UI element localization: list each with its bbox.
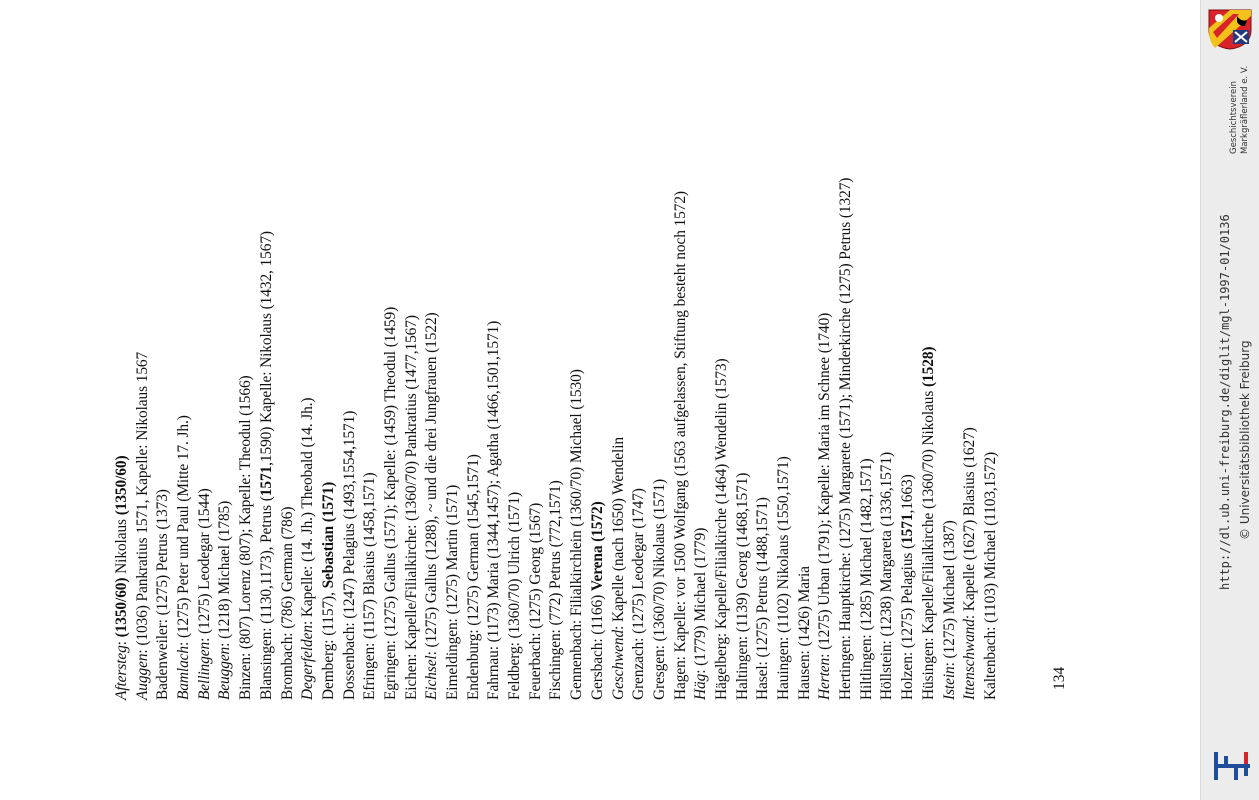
parish-entry [195, 0, 216, 700]
parish-entry [712, 0, 733, 700]
entry-text: : (1275) Leodegar (1544) [195, 488, 213, 642]
entry-text: Hertingen: Hauptkirche: (1275) Margarete (1571); Minderkirche (1275) Petrus (1327) [837, 177, 855, 700]
bold-text: (1528) [919, 346, 937, 387]
entry-text: Fahrnau: (1173) Maria (1344,1457); Agatha (1466,1501,1571) [485, 320, 503, 700]
place-name: Bamlach [175, 645, 193, 700]
parish-entry [629, 0, 650, 700]
entry-text: Kaltenbach: (1103) Michael (1103,1572) [981, 451, 999, 700]
entry-text: : (1275) Urban (1791); Kapelle: Maria im Schnee (1740) [816, 312, 834, 658]
entry-text: Efringen: (1157) Blasius (1458,1571) [361, 472, 379, 700]
parish-entry [836, 0, 857, 700]
entry-text: Gresgen: (1360/70) Nikolaus (1571) [650, 478, 668, 700]
parish-entry [402, 0, 423, 700]
parish-entry [671, 0, 692, 700]
document-url[interactable]: http://dl.ub.uni-freiburg.de/diglit/mgl-1997-01/0136 [1218, 214, 1232, 590]
parish-entry [546, 0, 567, 700]
entry-text: : Kapelle (1627) Blasius (1627) [961, 427, 979, 620]
entry-text: Holzen: (1275) Pelagius ( [899, 543, 917, 700]
entry-text: Hiltlingen: (1285) Michael (1482,1571) [857, 458, 875, 700]
parish-entry [898, 0, 919, 700]
entry-text: : [113, 637, 130, 646]
entry-text: : (1779) Michael (1779) [692, 527, 710, 674]
parish-entry [981, 0, 1002, 700]
entry-text: Nikolaus [113, 515, 130, 578]
entry-text: Endenburg: (1275) German (1545,1571) [464, 454, 482, 700]
bold-text: (1350/60) [113, 577, 130, 638]
entry-text: Hauingen: (1102) Nikolaus (1550,1571) [775, 456, 792, 700]
entry-text: Blansingen: (1130,1173), Petrus ( [257, 496, 275, 700]
bold-text: 1571 [899, 513, 917, 544]
place-name: Istein [940, 666, 958, 700]
place-name: Auggen [133, 653, 151, 700]
parish-entry [112, 0, 133, 700]
place-name: Beuggen [216, 646, 234, 700]
entry-text: Demberg: (1157), [319, 588, 337, 700]
entry-text: Hausen: (1426) Maria [795, 566, 813, 700]
entry-text: Gersbach: (1166) [588, 591, 606, 700]
place-name: Bellingen [195, 641, 213, 700]
bold-text: Verena (1572) [588, 501, 606, 592]
entry-text: Höllstein: (1238) Margareta (1336,1571) [878, 452, 896, 700]
entry-text: Feuerbach: (1275) Georg (1567) [526, 502, 544, 700]
parish-entry [153, 0, 174, 700]
parish-entry [422, 0, 443, 700]
bold-text: Sebastian (1571) [319, 481, 337, 589]
parish-entry [360, 0, 381, 700]
parish-entry [588, 0, 609, 700]
entry-text: Gennenbach: Filialkirchlein (1360/70) Michael (1530) [568, 369, 586, 700]
place-name: Aftersteg [113, 645, 130, 700]
entry-text: Hüsingen: Kapelle/Filialkirche (1360/70) Nikolaus [919, 386, 937, 700]
entry-text: : (1275) Gallus (1288), ~ und die drei Jungfrauen (1522) [423, 312, 441, 656]
entry-text: Egringen: (1275) Gallus (1571); Kapelle: (1459) Theodul (1459) [381, 306, 399, 700]
parish-entry [215, 0, 236, 700]
entry-text: ,1663) [899, 474, 917, 514]
entry-text: Grenzach: (1275) Leodegar (1747) [630, 488, 648, 700]
parish-entry [174, 0, 195, 700]
parish-entry [236, 0, 257, 700]
parish-entry [774, 0, 795, 700]
entry-text: : (1275) Peter und Paul (Mitte 17. Jh.) [175, 415, 193, 646]
parish-entry [340, 0, 361, 700]
entry-text: Eimeldingen: (1275) Martin (1571) [444, 484, 461, 700]
parish-entry [298, 0, 319, 700]
parish-entry [443, 0, 464, 700]
place-name: Häg [692, 673, 710, 700]
parish-entry [877, 0, 898, 700]
entry-text: Dossenbach: (1247) Pelagius (1493,1554,1571) [340, 410, 358, 700]
parish-entry [650, 0, 671, 700]
bold-text: 1571 [257, 465, 275, 497]
bold-text: (1350/60) [113, 455, 130, 516]
parish-entry [857, 0, 878, 700]
place-name: Eichsel [423, 655, 441, 700]
place-name: Degerfelden [299, 625, 317, 700]
parish-entry [567, 0, 588, 700]
parish-entry [464, 0, 485, 700]
entry-text: : Kapelle (nach 1650) Wendelin [609, 437, 627, 630]
entry-text: : Kapelle: (14. Jh.) Theobald (14. Jh.) [299, 397, 317, 626]
entry-text: : (1218) Michael (1785) [216, 500, 234, 647]
coat-of-arms-icon [1207, 8, 1253, 50]
parish-entry [940, 0, 961, 700]
parish-entry [505, 0, 526, 700]
entry-text: Hägelberg: Kapelle/Filialkirche (1464) Wendelin (1573) [712, 358, 730, 700]
entry-text: Feldberg: (1360/70) Ulrich (1571) [506, 492, 524, 700]
parish-entry [691, 0, 712, 700]
parish-entry [733, 0, 754, 700]
entry-text: Hagen: Kapelle: vor 1500 Wolfgang (1563 aufgelassen, Stiftung besteht noch 1572) [671, 191, 689, 700]
parish-entry [319, 0, 340, 700]
entry-text: Brombach: (786) German (786) [278, 506, 296, 700]
entry-text: Hasel: (1275) Petrus (1488,1571) [754, 497, 772, 700]
entry-text: Eichen: Kapelle/Filialkirche: (1360/70) Pankratius (1477,1567) [402, 315, 420, 700]
parish-entry [753, 0, 774, 700]
ub-freiburg-logo-icon [1210, 748, 1254, 784]
parish-entry [381, 0, 402, 700]
place-name: Geschwend [609, 629, 627, 700]
place-name: Ittenschwand [961, 619, 979, 700]
entry-text: ,1590) Kapelle: Nikolaus (1432, 1567) [257, 231, 275, 466]
entry-list [112, 0, 1042, 700]
parish-entry [484, 0, 505, 700]
copyright-notice: © Universitätsbibliothek Freiburg [1238, 340, 1252, 540]
parish-entry [609, 0, 630, 700]
entry-text: Haltingen: (1139) Georg (1468,1571) [733, 472, 751, 700]
parish-entry [278, 0, 299, 700]
entry-text: : (1036) Pankratius 1571, Kapelle: Nikolaus 1567 [133, 351, 151, 654]
entry-text: Binzen: (807) Lorenz (807); Kapelle: Theodul (1566) [237, 375, 255, 700]
entry-text: Badenweiler: (1275) Petrus (1373) [154, 489, 172, 700]
society-name-line2: Markgräflerland e. V. [1240, 65, 1250, 154]
parish-entry [815, 0, 836, 700]
society-name-line1: Geschichtsverein [1229, 80, 1239, 154]
parish-entry [257, 0, 278, 700]
parish-entry [919, 0, 940, 700]
parish-entry [795, 0, 816, 700]
parish-entry [960, 0, 981, 700]
parish-entry [133, 0, 154, 700]
parish-entry [526, 0, 547, 700]
place-name: Herten [816, 657, 834, 700]
entry-text: : (1275) Michael (1387) [940, 520, 958, 667]
entry-text: Fischingen: (772) Petrus (772,1571) [547, 480, 565, 700]
page-number: 134 [1051, 666, 1068, 690]
